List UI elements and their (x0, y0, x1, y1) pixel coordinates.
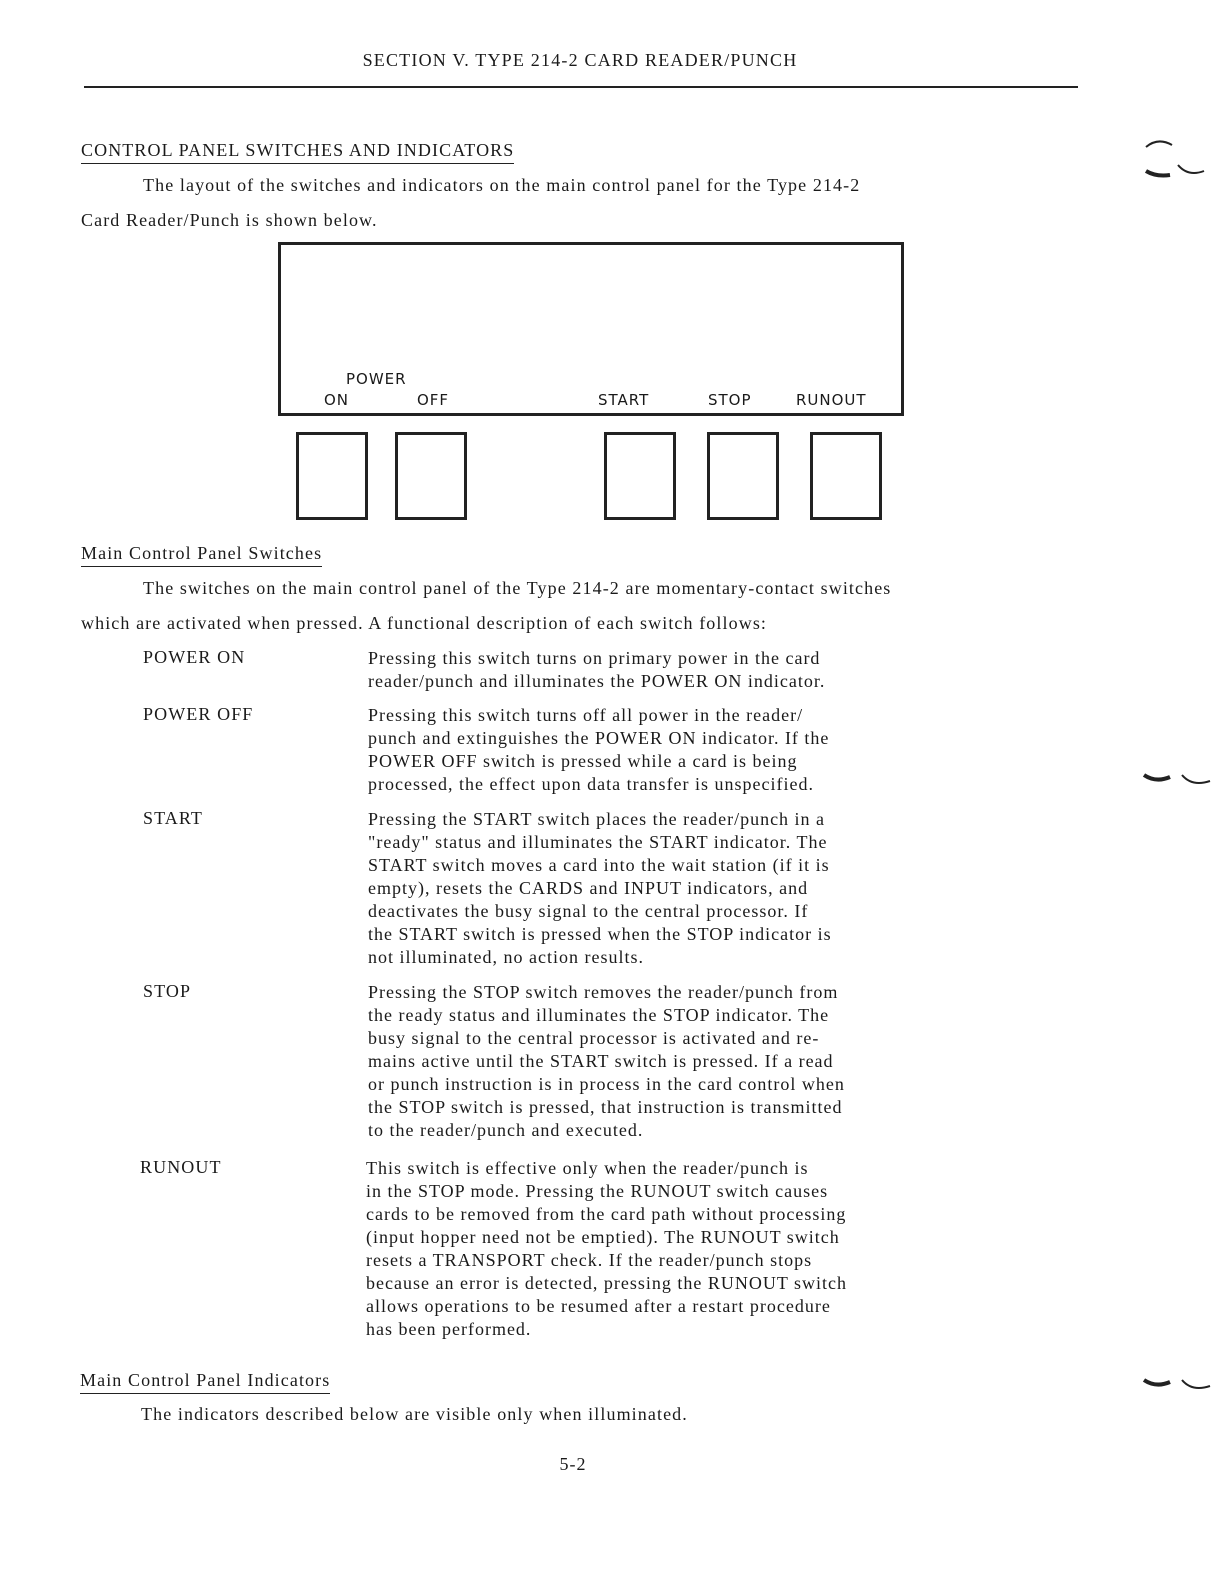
definition-line: START switch moves a card into the wait station (if it is (368, 855, 830, 875)
definition-line: or punch instruction is in process in the card control when (368, 1074, 845, 1094)
section-heading-switches: Main Control Panel Switches (81, 543, 322, 567)
section-heading-indicators: Main Control Panel Indicators (80, 1370, 330, 1394)
definition-line: because an error is detected, pressing the RUNOUT switch (366, 1273, 848, 1293)
definition-line: the START switch is pressed when the STOP indicator is (368, 924, 832, 944)
switches-intro-line-2: which are activated when pressed. A functional description of each switch follows: (81, 613, 768, 633)
definition-line: the STOP switch is pressed, that instruction is transmitted (368, 1097, 843, 1117)
start-switch-box (604, 432, 676, 520)
binder-mark-icon (1140, 1370, 1220, 1400)
label-off: OFF (417, 391, 450, 409)
definition-line: POWER OFF switch is pressed while a card is being (368, 751, 798, 771)
definition-line: punch and extinguishes the POWER ON indicator. If the (368, 728, 830, 748)
label-start: START (598, 391, 650, 409)
label-power: POWER (346, 370, 407, 388)
definition-line: Pressing this switch turns off all power in the reader/ (368, 705, 804, 725)
runout-switch-box (810, 432, 882, 520)
definition-line: empty), resets the CARDS and INPUT indicators, and (368, 878, 809, 898)
definition-line: in the STOP mode. Pressing the RUNOUT switch causes (366, 1181, 829, 1201)
definition-power-off (368, 704, 1008, 796)
definition-line: processed, the effect upon data transfer is unspecified. (368, 774, 815, 794)
definition-line: cards to be removed from the card path without processing (366, 1204, 847, 1224)
intro-line-1: The layout of the switches and indicators on the main control panel for the Type 214-2 (143, 175, 861, 195)
definition-line: deactivates the busy signal to the central processor. If (368, 901, 809, 921)
power-off-switch-box (395, 432, 467, 520)
term-power-off: POWER OFF (143, 704, 254, 724)
label-runout: RUNOUT (796, 391, 867, 409)
definition-line: has been performed. (366, 1319, 532, 1339)
definition-stop (368, 981, 1008, 1142)
indicators-intro: The indicators described below are visible only when illuminated. (141, 1404, 688, 1424)
definition-line: Pressing the STOP switch removes the reader/punch from (368, 982, 839, 1002)
term-power-on: POWER ON (143, 647, 246, 667)
stop-switch-box (707, 432, 779, 520)
definition-line: Pressing this switch turns on primary power in the card (368, 648, 821, 668)
header-rule (84, 86, 1078, 88)
definition-line: "ready" status and illuminates the START indicator. The (368, 832, 828, 852)
definition-line: to the reader/punch and executed. (368, 1120, 644, 1140)
section-heading-panel: CONTROL PANEL SWITCHES AND INDICATORS (81, 140, 514, 164)
page-header: SECTION V. TYPE 214-2 CARD READER/PUNCH (362, 50, 798, 70)
definition-power-on (368, 647, 1008, 693)
definition-line: Pressing the START switch places the reader/punch in a (368, 809, 826, 829)
definition-line: mains active until the START switch is pressed. If a read (368, 1051, 834, 1071)
definition-line: allows operations to be resumed after a restart procedure (366, 1296, 831, 1316)
label-stop: STOP (708, 391, 752, 409)
control-panel-diagram (278, 242, 904, 416)
definition-line: This switch is effective only when the reader/punch is (366, 1158, 809, 1178)
definition-runout (366, 1157, 1006, 1341)
term-stop: STOP (143, 981, 192, 1001)
term-runout: RUNOUT (140, 1157, 222, 1177)
binder-mark-icon (1140, 765, 1220, 795)
label-on: ON (324, 391, 350, 409)
intro-line-2: Card Reader/Punch is shown below. (81, 210, 378, 230)
switches-intro-line-1: The switches on the main control panel of the Type 214-2 are momentary-contact switches (143, 578, 892, 598)
term-start: START (143, 808, 203, 828)
definition-line: the ready status and illuminates the STOP indicator. The (368, 1005, 830, 1025)
definition-line: (input hopper need not be emptied). The RUNOUT switch (366, 1227, 840, 1247)
binder-mark-icon (1140, 135, 1220, 195)
definition-start (368, 808, 1008, 969)
definition-line: not illuminated, no action results. (368, 947, 644, 967)
definition-line: reader/punch and illuminates the POWER ON indicator. (368, 671, 826, 691)
page-number: 5-2 (559, 1454, 587, 1474)
power-on-switch-box (296, 432, 368, 520)
definition-line: busy signal to the central processor is activated and re- (368, 1028, 820, 1048)
definition-line: resets a TRANSPORT check. If the reader/punch stops (366, 1250, 813, 1270)
